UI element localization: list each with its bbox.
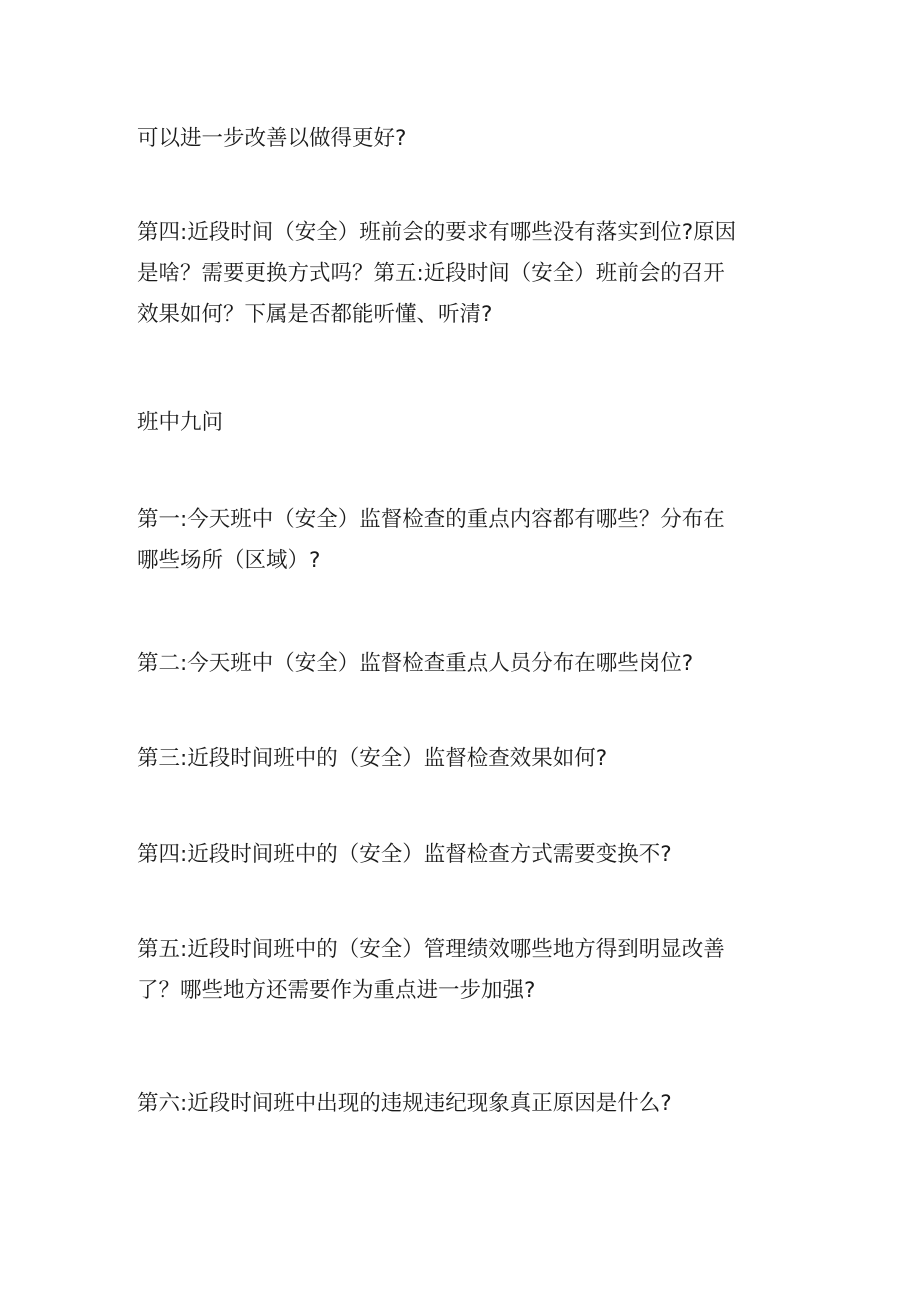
- text-line: 第二:今天班中（安全）监督检查重点人员分布在哪些岗位?: [137, 651, 694, 676]
- paragraph-question-3: [137, 738, 787, 779]
- text-line: 了？哪些地方还需要作为重点进一步加强?: [137, 978, 536, 1003]
- paragraph-question-6: [137, 1083, 787, 1124]
- text-line: 可以进一步改善以做得更好?: [137, 126, 407, 151]
- section-heading: [137, 402, 787, 443]
- text-line: 第三:近段时间班中的（安全）监督检查效果如何?: [137, 746, 608, 771]
- paragraph-question-5: [137, 929, 787, 1011]
- text-line: 第四:近段时间班中的（安全）监督检查方式需要变换不?: [137, 842, 672, 867]
- paragraph-question-1: [137, 499, 787, 581]
- paragraph-pre-shift-questions: [137, 212, 787, 335]
- paragraph-intro: [137, 118, 787, 159]
- text-line: 第四:近段时间（安全）班前会的要求有哪些没有落实到位?原因: [137, 220, 737, 245]
- text-line: 第一:今天班中（安全）监督检查的重点内容都有哪些？分布在: [137, 507, 725, 532]
- paragraph-question-4: [137, 834, 787, 875]
- text-line: 第六:近段时间班中出现的违规违纪现象真正原因是什么?: [137, 1091, 672, 1116]
- text-line: 效果如何？下属是否都能听懂、听清?: [137, 302, 493, 327]
- heading-text: 班中九问: [137, 410, 224, 435]
- text-line: 哪些场所（区域）?: [137, 548, 321, 573]
- text-line: 第五:近段时间班中的（安全）管理绩效哪些地方得到明显改善: [137, 937, 725, 962]
- paragraph-question-2: [137, 643, 787, 684]
- text-line: 是啥？需要更换方式吗？第五:近段时间（安全）班前会的召开: [137, 261, 725, 286]
